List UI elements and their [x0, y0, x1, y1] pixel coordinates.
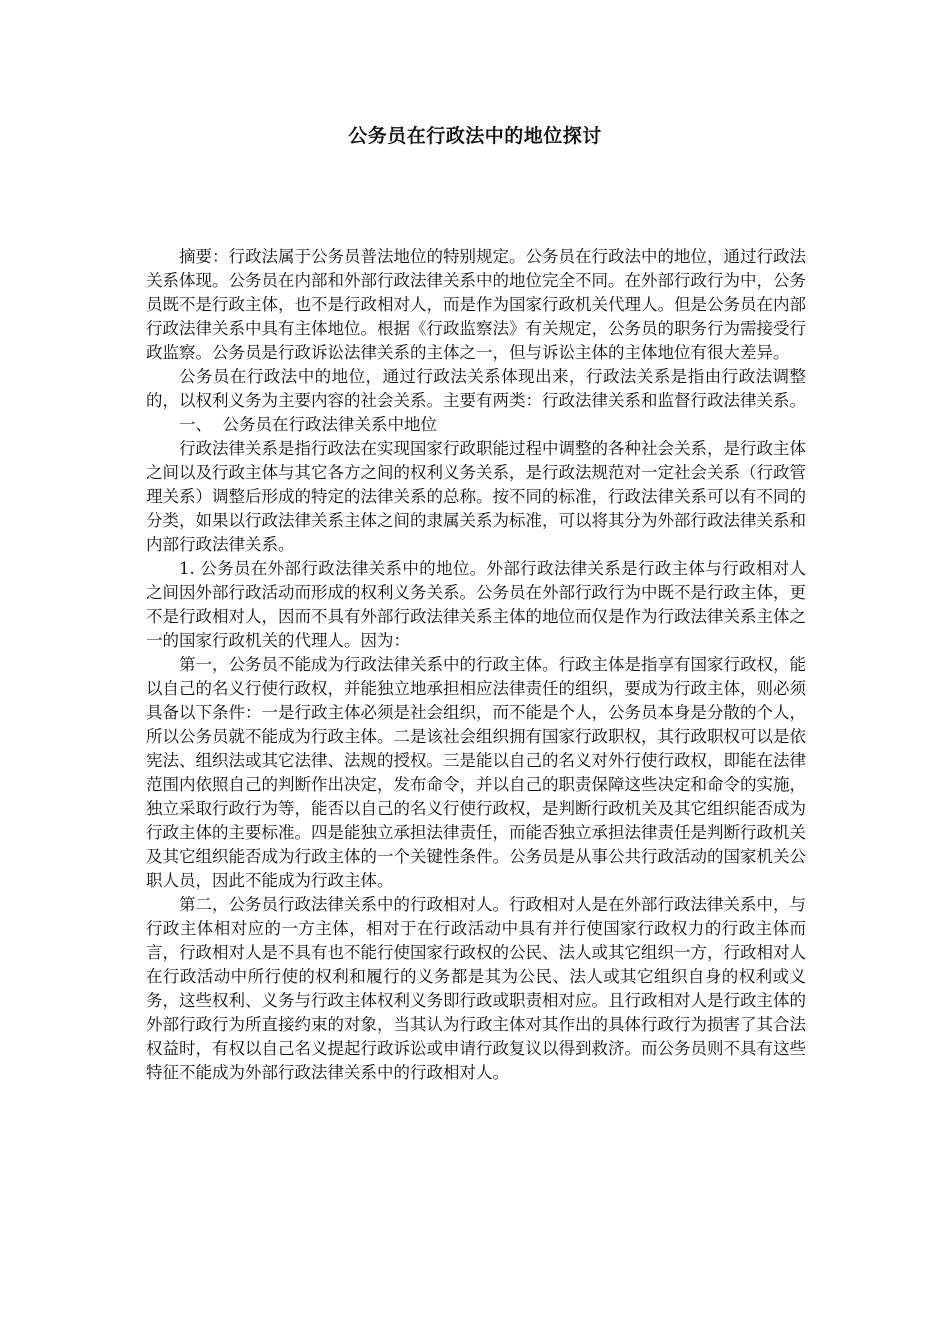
section-paragraph: 第二，公务员行政法律关系中的行政相对人。行政相对人是在外部行政法律关系中，与行政主体相对应的一方主体，相对于在行政活动中具有并行使国家行政权力的行政主体而言，行政相对人是不具有也不能行使国家行政权的公民、法人或其它组织一方，行政相对人在行政活动中所行使的权利和履行的义务都是其为公民、法人或其它组织自身的权利或义务，这些权利、义务与行政主体权利义务即行政或职责相对应。且行政相对人是行政主体的外部行政行为所直接约束的对象，当其认为行政主体对其作出的具体行政行为损害了其合法权益时，有权以自己名义提起行政诉讼或申请行政复议以得到救济。而公务员则不具有这些特征不能成为外部行政法律关系中的行政相对人。: [146, 895, 806, 1082]
section-paragraph: 行政法律关系是指行政法在实现国家行政职能过程中调整的各种社会关系，是行政主体之间以及行政主体与其它各方之间的权利义务关系，是行政法规范对一定社会关系（行政管理关系）调整后形成的特定的法律关系的总称。按不同的标准，行政法律关系可以有不同的分类，如果以行政法律关系主体之间的隶属关系为标准，可以将其分为外部行政法律关系和内部行政法律关系。: [146, 439, 806, 554]
document-body: [146, 245, 806, 1085]
abstract-paragraph: 摘要：行政法属于公务员普法地位的特别规定。公务员在行政法中的地位，通过行政法关系体现。公务员在内部和外部行政法律关系中的地位完全不同。在外部行政行为中，公务员既不是行政主体，也不是行政相对人，而是作为国家行政机关代理人。但是公务员在内部行政法律关系中具有主体地位。根据《行政监察法》有关规定，公务员的职务行为需接受行政监察。公务员是行政诉讼法律关系的主体之一，但与诉讼主体的主体地位有很大差异。: [146, 247, 806, 362]
section-paragraph: 1. 公务员在外部行政法律关系中的地位。外部行政法律关系是行政主体与行政相对人之间因外部行政活动而形成的权利义务关系。公务员在外部行政行为中既不是行政主体，更不是行政相对人，因而不具有外部行政法律关系主体的地位而仅是作为行政法律关系主体之一的国家行政机关的代理人。因为：: [146, 559, 806, 650]
section-heading: 一、 公务员在行政法律关系中地位: [179, 415, 437, 434]
section-paragraph: 第一，公务员不能成为行政法律关系中的行政主体。行政主体是指享有国家行政权，能以自己的名义行使行政权，并能独立地承担相应法律责任的组织，要成为行政主体，则必须具备以下条件：一是行政主体必须是社会组织，而不能是个人，公务员本身是分散的个人，所以公务员就不能成为行政主体。二是该社会组织拥有国家行政职权，其行政职权可以是依宪法、组织法或其它法律、法规的授权。三是能以自己的名义对外行使行政权，即能在法律范围内依照自己的判断作出决定，发布命令，并以自己的职责保障这些决定和命令的实施，独立采取行政行为等，能否以自己的名义行使行政权，是判断行政机关及其它组织能否成为行政主体的主要标准。四是能独立承担法律责任，而能否独立承担法律责任是判断行政机关及其它组织能否成为行政主体的一个关键性条件。公务员是从事公共行政活动的国家机关公职人员，因此不能成为行政主体。: [146, 655, 806, 890]
document-title: 公务员在行政法中的地位探讨: [348, 125, 602, 147]
intro-paragraph: 公务员在行政法中的地位，通过行政法关系体现出来，行政法关系是指由行政法调整的，以权利义务为主要内容的社会关系。主要有两类：行政法律关系和监督行政法律关系。: [146, 367, 806, 410]
